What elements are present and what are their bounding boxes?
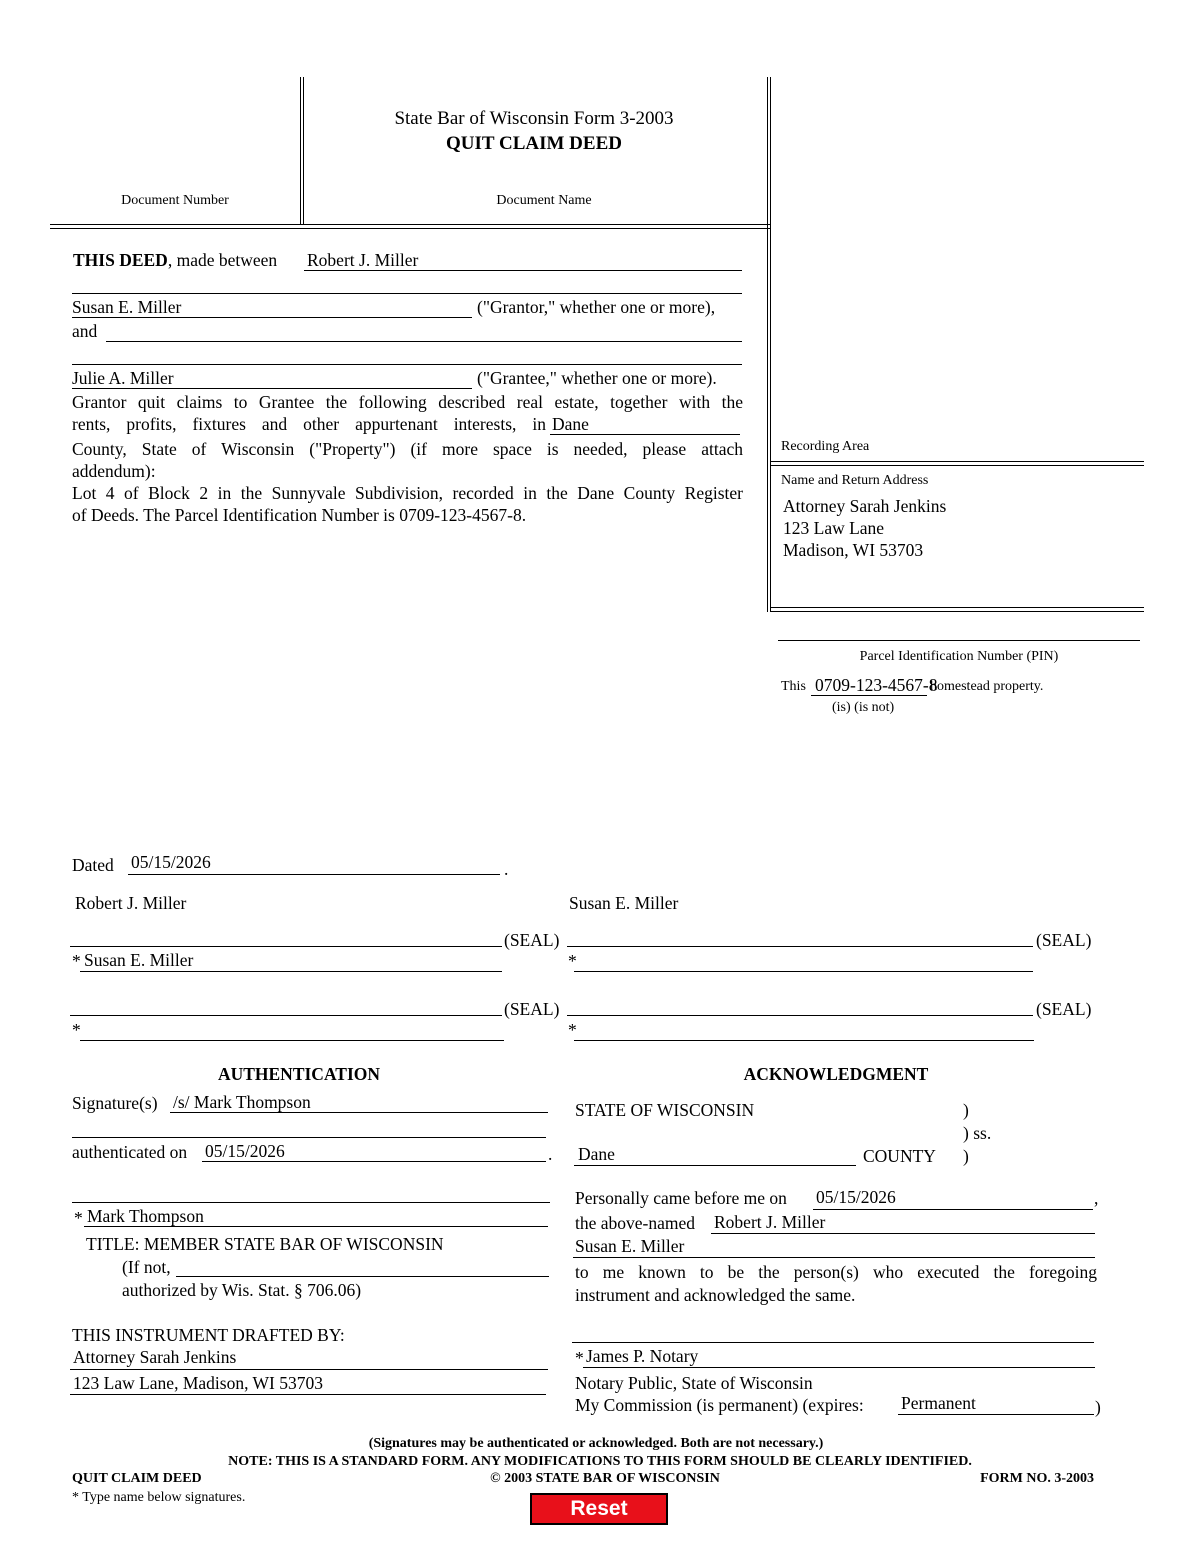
document-number-label: Document Number <box>121 193 229 208</box>
came-before-label: Personally came before me on <box>575 1188 787 1208</box>
form-name: State Bar of Wisconsin Form 3-2003 <box>394 108 674 129</box>
return-address-line-3[interactable]: Madison, WI 53703 <box>783 540 924 560</box>
dated-label: Dated <box>72 855 114 875</box>
and-label: and <box>72 321 98 341</box>
commission-line <box>898 1414 1094 1415</box>
drafted-by-name-line <box>70 1369 548 1370</box>
deed-opening <box>73 249 277 271</box>
homestead-field[interactable]: 0709-123-4567-8 <box>815 675 938 695</box>
above-named-2-line <box>573 1257 1095 1258</box>
grantor-extra-line <box>72 293 742 294</box>
type-name-note: * Type name below signatures. <box>72 1490 246 1505</box>
authenticator-name-line <box>84 1226 548 1227</box>
ss-label: ) ss. <box>963 1123 992 1143</box>
return-address-line-2[interactable]: 123 Law Lane <box>783 518 885 538</box>
authenticator-name-field[interactable]: Mark Thompson <box>87 1206 204 1226</box>
authenticated-on-line <box>202 1161 546 1162</box>
typed-name-star-1-right: * <box>568 951 577 971</box>
grantee-suffix: ("Grantee," whether one or more). <box>477 368 717 388</box>
signature-line-2-left <box>70 1015 502 1016</box>
typed-name-line-2-right <box>574 1040 1034 1041</box>
above-named-1-line <box>711 1233 1095 1234</box>
homestead-field-line <box>811 695 927 696</box>
signer-name-left[interactable]: Robert J. Miller <box>75 893 187 913</box>
reset-button[interactable]: Reset <box>530 1493 668 1525</box>
notary-name-line <box>583 1367 1095 1368</box>
signatures-label: Signature(s) <box>72 1093 158 1113</box>
dated-line <box>128 874 500 875</box>
state-paren: ) <box>963 1100 969 1120</box>
homestead-options-note: (is) (is not) <box>832 700 895 715</box>
authenticator-star: * <box>74 1208 83 1228</box>
recording-rule-bottom-a <box>770 607 1144 608</box>
footer-right: FORM NO. 3-2003 <box>980 1471 1094 1486</box>
conveyance-line-3: County, State of Wisconsin ("Property") (if more space is needed, please attach <box>72 439 743 459</box>
typed-name-line-1-left <box>80 971 502 972</box>
return-address-line-1[interactable]: Attorney Sarah Jenkins <box>783 496 947 516</box>
notary-name-field[interactable]: James P. Notary <box>586 1346 699 1366</box>
grantor-1-field[interactable]: Robert J. Miller <box>307 250 419 270</box>
signatures-extra-line <box>72 1137 546 1138</box>
authenticated-on-field[interactable]: 05/15/2026 <box>205 1141 285 1161</box>
footer-left: QUIT CLAIM DEED <box>72 1471 202 1486</box>
came-before-line <box>813 1209 1093 1210</box>
state-label: STATE OF WISCONSIN <box>575 1100 755 1120</box>
pin-line <box>778 640 1140 641</box>
above-named-1-field[interactable]: Robert J. Miller <box>714 1212 826 1232</box>
notary-signature-line <box>572 1342 1094 1343</box>
county-line <box>550 434 740 435</box>
if-not-line <box>176 1276 549 1277</box>
signature-line-2-right <box>567 1015 1033 1016</box>
grantee-line <box>72 388 472 389</box>
legal-description-line-2[interactable]: of Deeds. The Parcel Identification Number is 0709-123-4567-8. <box>72 505 527 525</box>
this-deed-label: THIS DEED <box>73 250 168 270</box>
signer-name-right[interactable]: Susan E. Miller <box>569 893 679 913</box>
known-line-1: to me known to be the person(s) who executed the foregoing <box>575 1262 1097 1282</box>
authenticator-title: TITLE: MEMBER STATE BAR OF WISCONSIN <box>86 1234 444 1254</box>
authenticated-on-label: authenticated on <box>72 1142 188 1162</box>
acknowledgment-heading: ACKNOWLEDGMENT <box>743 1064 929 1084</box>
came-before-comma: , <box>1094 1188 1099 1208</box>
legal-description-line-1[interactable]: Lot 4 of Block 2 in the Sunnyvale Subdivision, recorded in the Dane County Register <box>72 483 743 503</box>
ack-county-field[interactable]: Dane <box>578 1144 615 1164</box>
homestead-suffix: homestead property. <box>930 679 1044 694</box>
above-named-2-field[interactable]: Susan E. Miller <box>575 1236 685 1256</box>
authenticated-on-period: . <box>548 1144 553 1164</box>
seal-1-right: (SEAL) <box>1036 930 1092 950</box>
grantor-suffix: ("Grantor," whether one or more), <box>477 297 716 317</box>
recording-rule-top-b <box>770 465 1144 466</box>
document-name-label: Document Name <box>496 193 592 208</box>
recording-rule-top-a <box>770 461 1144 462</box>
drafted-by-address-field[interactable]: 123 Law Lane, Madison, WI 53703 <box>73 1373 323 1393</box>
came-before-field[interactable]: 05/15/2026 <box>816 1187 896 1207</box>
header-bottom-rule-a <box>50 224 770 225</box>
commission-label: My Commission (is permanent) (expires: <box>575 1395 864 1415</box>
return-address-label: Name and Return Address <box>781 473 929 488</box>
dated-field[interactable]: 05/15/2026 <box>131 852 211 872</box>
drafted-by-name-field[interactable]: Attorney Sarah Jenkins <box>73 1347 237 1367</box>
ack-county-line <box>574 1165 856 1166</box>
commission-close-paren: ) <box>1095 1397 1101 1417</box>
seal-2-left: (SEAL) <box>504 999 560 1019</box>
conveyance-line-1: Grantor quit claims to Grantee the following described real estate, together with the <box>72 392 743 412</box>
header-divider-left-a <box>300 77 301 225</box>
signature-line-1-right <box>567 946 1033 947</box>
grantor-2-line <box>72 317 472 318</box>
conveyance-line-2: rents, profits, fixtures and other appurtenant interests, in <box>72 414 546 434</box>
recording-area-label: Recording Area <box>781 439 870 454</box>
recording-divider-a <box>767 77 768 612</box>
if-not-label: (If not, <box>122 1257 171 1277</box>
document-title: QUIT CLAIM DEED <box>446 133 622 154</box>
grantee-field[interactable]: Julie A. Miller <box>72 368 174 388</box>
signature-line-1-left <box>70 946 502 947</box>
typed-name-line-2-left <box>80 1040 504 1041</box>
county-field[interactable]: Dane <box>552 414 589 434</box>
conveyance-line-4: addendum): <box>72 461 156 481</box>
notary-star: * <box>575 1348 584 1368</box>
typed-name-star-2-left: * <box>72 1020 81 1040</box>
county-paren: ) <box>963 1146 969 1166</box>
signatures-field[interactable]: /s/ Mark Thompson <box>173 1092 311 1112</box>
seal-1-left: (SEAL) <box>504 930 560 950</box>
typed-name-line-1-right <box>574 971 1033 972</box>
grantor-2-field[interactable]: Susan E. Miller <box>72 297 182 317</box>
made-between-label: , made between <box>167 250 278 270</box>
seal-2-right: (SEAL) <box>1036 999 1092 1019</box>
header-bottom-rule-b <box>50 228 770 229</box>
typed-name-star-2-right: * <box>568 1020 577 1040</box>
authenticator-signature-line <box>72 1202 550 1203</box>
recording-divider-b <box>770 77 771 612</box>
pin-label: Parcel Identification Number (PIN) <box>859 649 1059 664</box>
commission-field[interactable]: Permanent <box>901 1393 976 1413</box>
notary-title: Notary Public, State of Wisconsin <box>575 1373 813 1393</box>
homestead-this: This <box>781 679 806 694</box>
above-named-label: the above-named <box>575 1213 696 1233</box>
recording-rule-bottom-b <box>770 611 1144 612</box>
footer-note-2: NOTE: THIS IS A STANDARD FORM. ANY MODIFICATIONS TO THIS FORM SHOULD BE CLEARLY IDENTIFIED. <box>228 1454 972 1469</box>
footer-note-1: (Signatures may be authenticated or acknowledged. Both are not necessary.) <box>368 1436 824 1451</box>
ack-county-label: COUNTY <box>863 1146 936 1166</box>
authentication-heading: AUTHENTICATION <box>217 1064 381 1084</box>
drafted-by-address-line <box>70 1394 546 1395</box>
authorized-by: authorized by Wis. Stat. § 706.06) <box>122 1280 362 1300</box>
grantee-extra-line <box>72 364 742 365</box>
typed-name-star-1-left: * <box>72 951 81 971</box>
known-line-2: instrument and acknowledged the same. <box>575 1285 856 1305</box>
drafted-by-label: THIS INSTRUMENT DRAFTED BY: <box>72 1325 345 1345</box>
grantor-1-line <box>304 270 742 271</box>
typed-name-1-left[interactable]: Susan E. Miller <box>84 950 194 970</box>
dated-period: . <box>504 859 509 879</box>
footer-center: © 2003 STATE BAR OF WISCONSIN <box>490 1471 720 1486</box>
and-line <box>106 341 742 342</box>
signatures-line <box>170 1112 548 1113</box>
